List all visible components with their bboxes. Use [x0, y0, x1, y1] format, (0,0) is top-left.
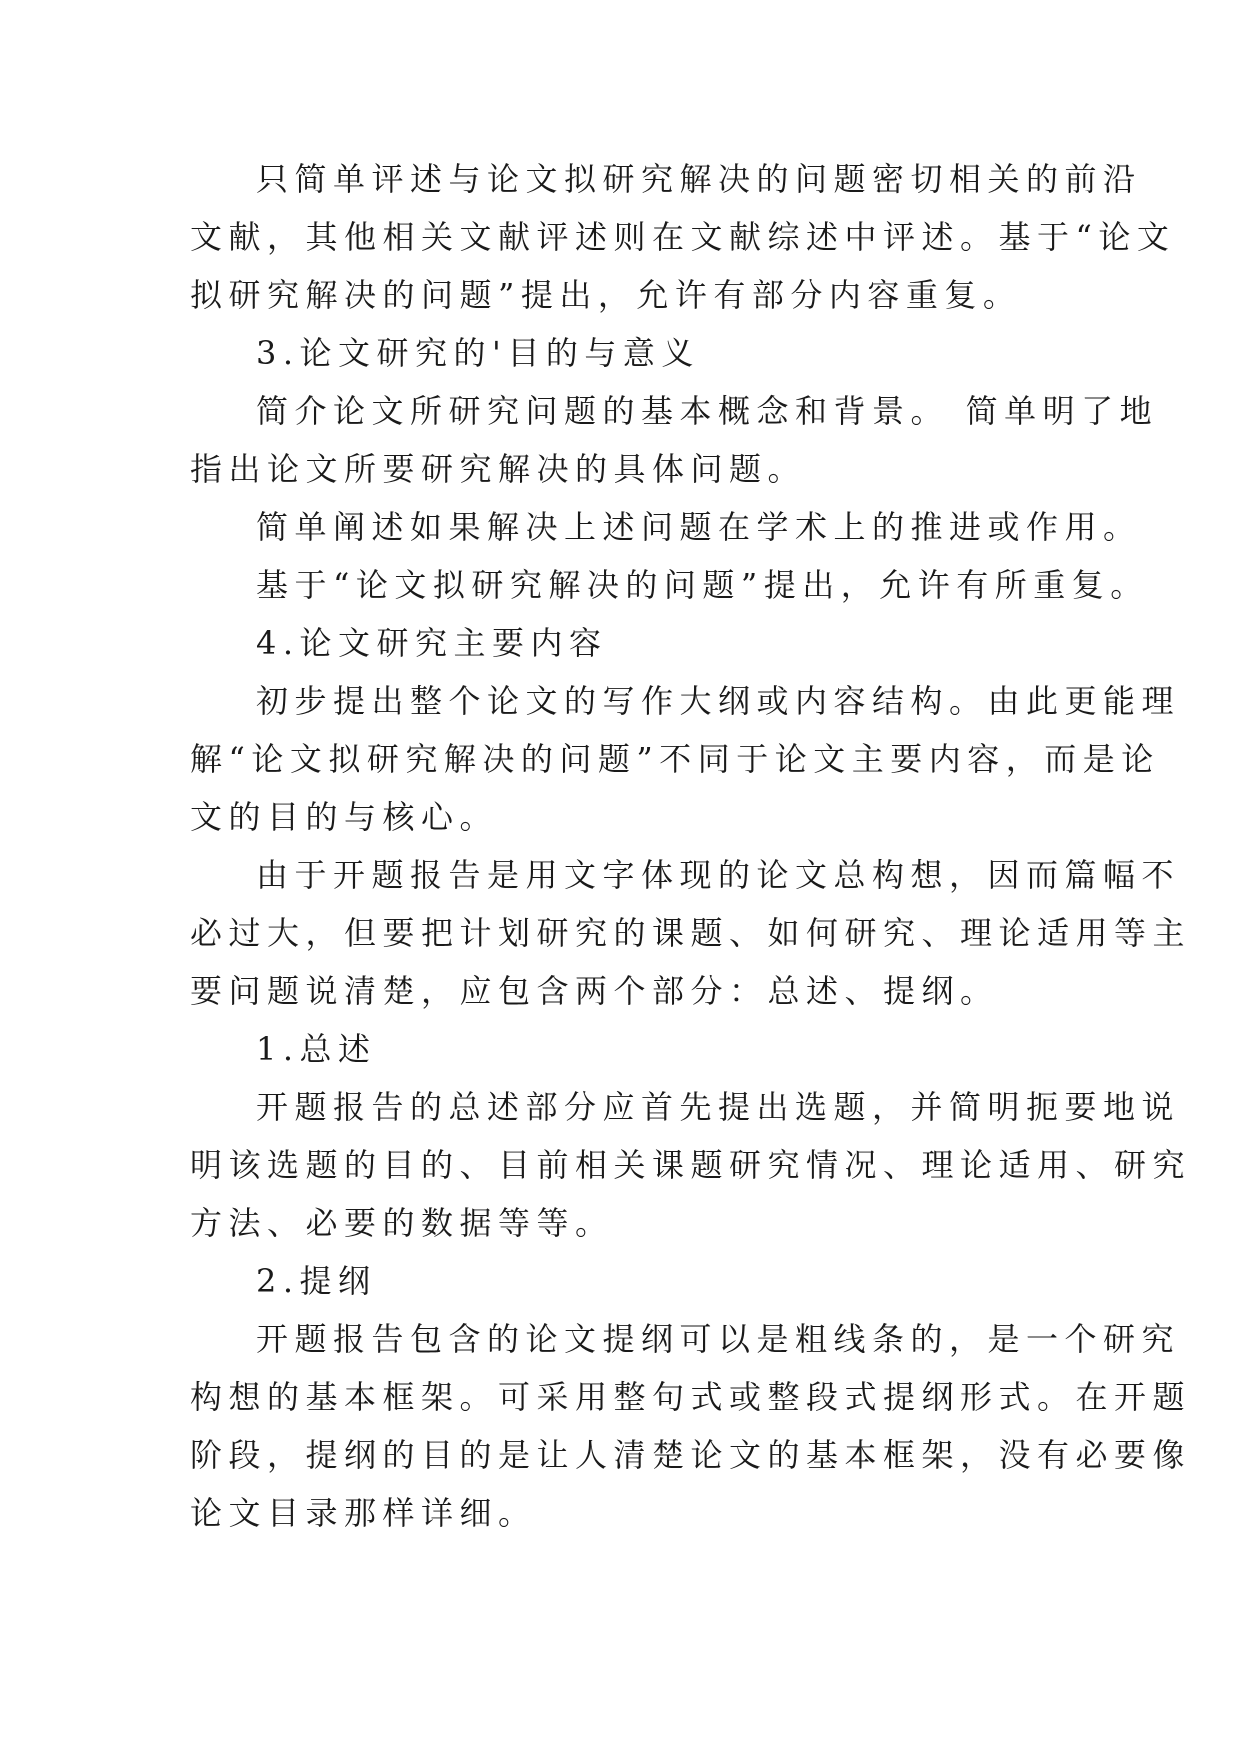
text-line: 初步提出整个论文的写作大纲或内容结构。由此更能理 — [256, 682, 1181, 720]
section-heading: 2.提纲 — [256, 1262, 377, 1300]
text-line: 必过大，但要把计划研究的课题、如何研究、理论适用等主 — [190, 914, 1192, 952]
text-line: 简介论文所研究问题的基本概念和背景。 简单明了地 — [256, 392, 1159, 430]
text-line: 论文目录那样详细。 — [190, 1494, 537, 1532]
text-line: 开题报告包含的论文提纲可以是粗线条的，是一个研究 — [256, 1320, 1181, 1358]
text-line: 构想的基本框架。可采用整句式或整段式提纲形式。在开题 — [190, 1378, 1192, 1416]
text-line: 简单阐述如果解决上述问题在学术上的推进或作用。 — [256, 508, 1142, 546]
section-heading: 3.论文研究的'目的与意义 — [256, 334, 700, 372]
text-line: 文献，其他相关文献评述则在文献综述中评述。基于“论文 — [190, 218, 1176, 256]
text-line: 开题报告的总述部分应首先提出选题，并简明扼要地说 — [256, 1088, 1181, 1126]
section-heading: 1.总述 — [256, 1030, 377, 1068]
text-line: 明该选题的目的、目前相关课题研究情况、理论适用、研究 — [190, 1146, 1192, 1184]
text-line: 由于开题报告是用文字体现的论文总构想，因而篇幅不 — [256, 856, 1181, 894]
section-heading: 4.论文研究主要内容 — [256, 624, 608, 662]
text-line: 要问题说清楚，应包含两个部分：总述、提纲。 — [190, 972, 999, 1010]
text-line: 阶段，提纲的目的是让人清楚论文的基本框架，没有必要像 — [190, 1436, 1192, 1474]
text-line: 基于“论文拟研究解决的问题”提出，允许有所重复。 — [256, 566, 1149, 604]
text-line: 只简单评述与论文拟研究解决的问题密切相关的前沿 — [256, 160, 1142, 198]
text-line: 解“论文拟研究解决的问题”不同于论文主要内容，而是论 — [190, 740, 1160, 778]
text-line: 拟研究解决的问题”提出，允许有部分内容重复。 — [190, 276, 1022, 314]
document-body — [190, 150, 1192, 1542]
text-line: 文的目的与核心。 — [190, 798, 499, 836]
text-line: 指出论文所要研究解决的具体问题。 — [190, 450, 807, 488]
text-line: 方法、必要的数据等等。 — [190, 1204, 614, 1242]
